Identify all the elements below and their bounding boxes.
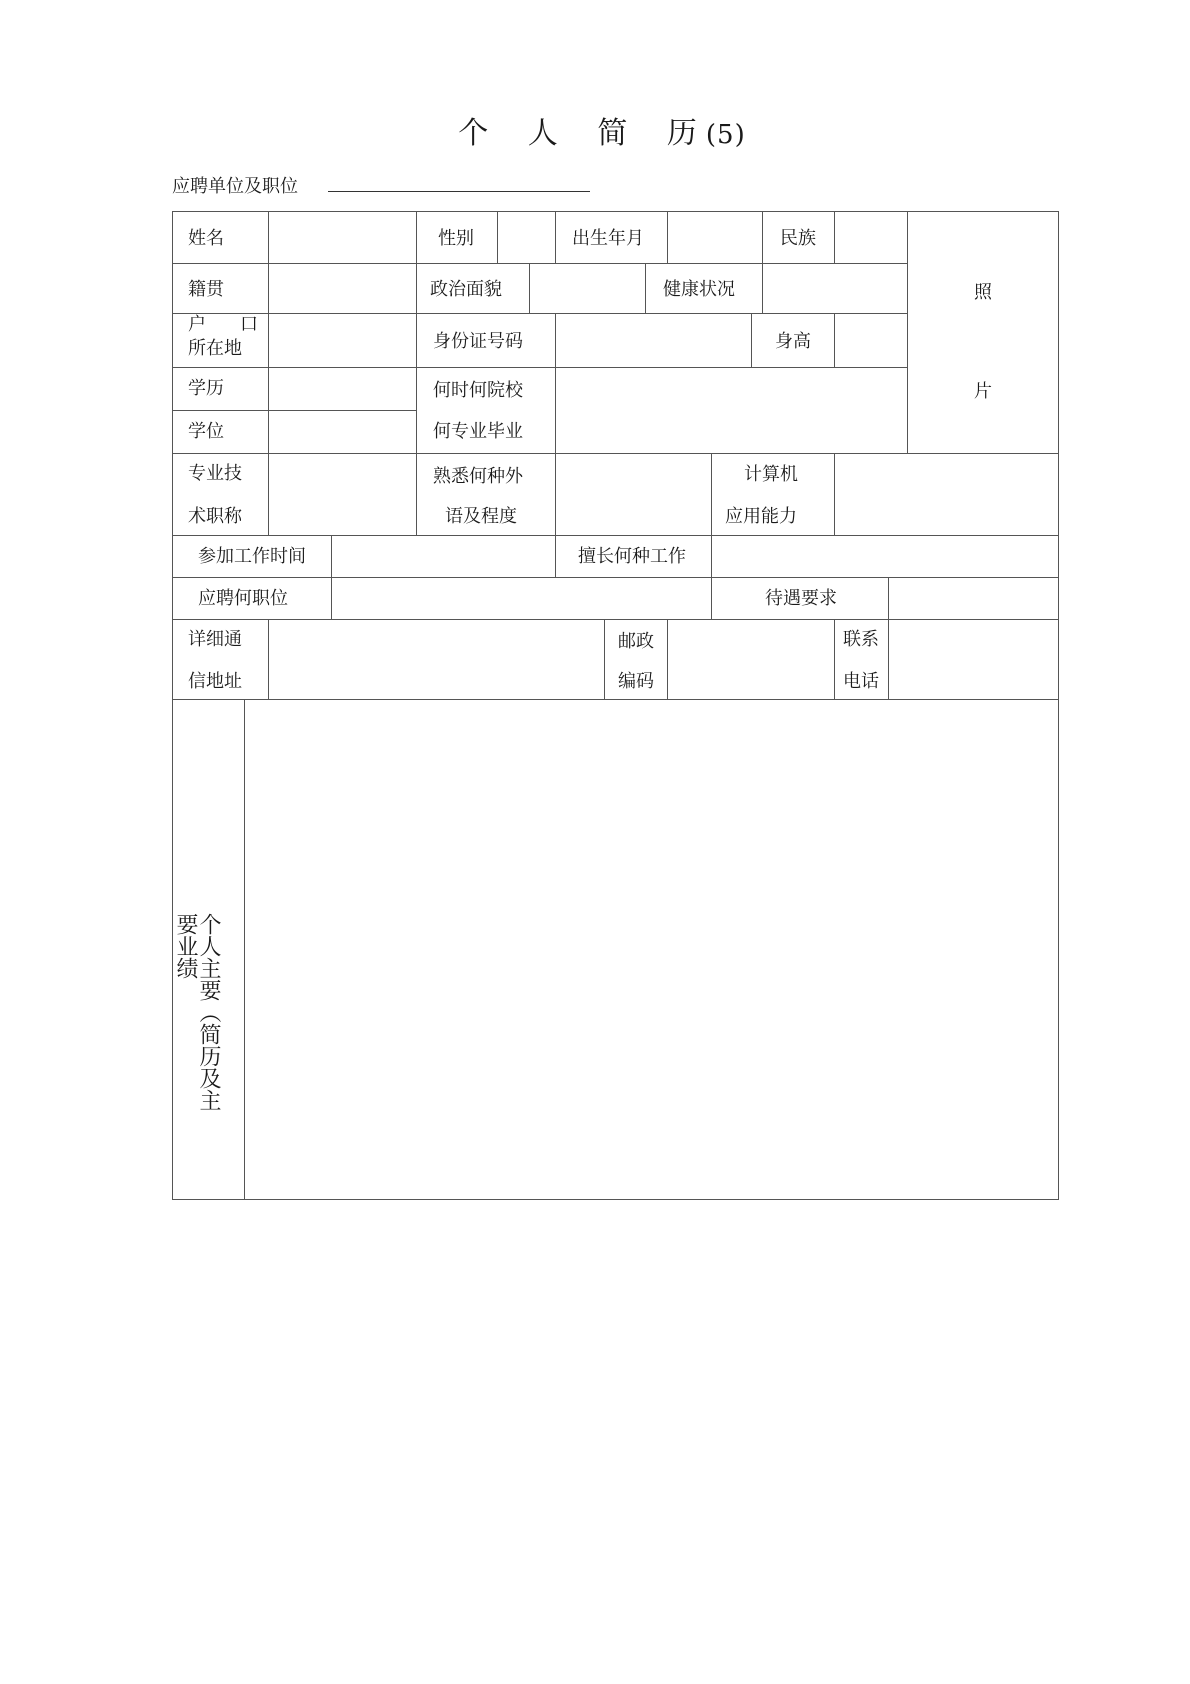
- table-rule: [416, 211, 417, 263]
- table-rule: [555, 535, 556, 577]
- apply-position-label: 应聘单位及职位: [172, 176, 298, 197]
- table-rule: [711, 535, 712, 577]
- table-rule: [762, 263, 763, 313]
- label-resume-col-1: 个人主要︵简历及主: [196, 913, 221, 1111]
- table-rule: [834, 619, 835, 699]
- title-char: 人: [527, 116, 559, 151]
- label-degree: 学位: [188, 421, 224, 442]
- table-rule: [711, 453, 712, 535]
- table-rule: [888, 619, 889, 699]
- label-birth: 出生年月: [572, 228, 644, 249]
- table-rule: [268, 211, 269, 263]
- table-rule: [268, 619, 269, 699]
- label-postal-1: 邮政: [618, 631, 654, 652]
- table-rule: [555, 211, 556, 263]
- table-rule: [268, 263, 269, 313]
- label-position: 应聘何职位: [198, 588, 288, 609]
- apply-position-field[interactable]: [328, 191, 590, 192]
- table-rule: [416, 313, 417, 367]
- label-graduation-2: 何专业毕业: [433, 421, 523, 442]
- table-rule: [172, 211, 173, 1200]
- table-rule: [172, 367, 908, 368]
- table-rule: [555, 453, 556, 535]
- table-rule: [268, 367, 269, 453]
- label-resume-col-2: 要业绩: [173, 913, 198, 979]
- table-rule: [172, 211, 1059, 212]
- label-name: 姓名: [188, 228, 224, 249]
- table-rule: [907, 211, 908, 454]
- table-rule: [244, 699, 245, 1199]
- label-address-1: 详细通: [188, 629, 242, 650]
- table-rule: [172, 699, 1059, 700]
- label-health: 健康状况: [663, 279, 735, 300]
- label-political: 政治面貌: [430, 279, 502, 300]
- label-hukou-1b: 口: [240, 314, 258, 335]
- label-language-2: 语及程度: [445, 506, 517, 527]
- label-computer-1: 计算机: [744, 464, 798, 485]
- table-rule: [268, 453, 269, 535]
- table-rule: [667, 211, 668, 263]
- label-title-1: 专业技: [188, 463, 242, 484]
- table-rule: [331, 577, 332, 619]
- label-salary: 待遇要求: [765, 588, 837, 609]
- table-rule: [172, 535, 1059, 536]
- table-rule: [172, 577, 1059, 578]
- label-height: 身高: [775, 331, 811, 352]
- table-rule: [711, 577, 712, 619]
- label-id-number: 身份证号码: [433, 331, 523, 352]
- title-char: 简: [597, 116, 629, 151]
- label-language-1: 熟悉何种外: [433, 466, 523, 487]
- table-rule: [888, 577, 889, 619]
- label-computer-2: 应用能力: [725, 506, 797, 527]
- label-hukou-1a: 户: [188, 314, 206, 335]
- label-hukou-2: 所在地: [188, 338, 242, 359]
- table-rule: [497, 211, 498, 263]
- label-ethnicity: 民族: [780, 228, 816, 249]
- table-rule: [834, 453, 835, 535]
- table-rule: [331, 535, 332, 577]
- table-rule: [172, 1199, 1059, 1200]
- table-rule: [529, 263, 530, 313]
- label-native-place: 籍贯: [188, 279, 224, 300]
- table-rule: [172, 619, 1059, 620]
- table-rule: [416, 453, 417, 535]
- label-phone-2: 电话: [843, 671, 879, 692]
- table-rule: [172, 263, 908, 264]
- label-graduation-1: 何时何院校: [433, 380, 523, 401]
- table-rule: [604, 619, 605, 699]
- table-rule: [416, 263, 417, 313]
- table-rule: [555, 313, 556, 367]
- label-phone-1: 联系: [843, 629, 879, 650]
- table-rule: [172, 453, 1059, 454]
- table-rule: [268, 313, 269, 367]
- table-rule: [762, 211, 763, 263]
- table-rule: [172, 410, 416, 411]
- title-char: 历: [666, 116, 698, 151]
- table-rule: [555, 367, 556, 453]
- label-photo-1: 照: [974, 282, 992, 303]
- table-rule: [834, 211, 835, 263]
- label-title-2: 术职称: [188, 506, 242, 527]
- label-address-2: 信地址: [188, 671, 242, 692]
- table-rule: [667, 619, 668, 699]
- title-char: 个: [458, 116, 490, 151]
- table-rule: [751, 313, 752, 367]
- title-number: (5): [705, 120, 746, 150]
- label-photo-2: 片: [974, 381, 992, 402]
- table-rule: [834, 313, 835, 367]
- table-rule: [1058, 211, 1059, 1200]
- table-rule: [645, 263, 646, 313]
- page-title: [0, 108, 1190, 152]
- table-rule: [416, 367, 417, 453]
- label-gender: 性别: [438, 228, 474, 249]
- table-rule: [172, 313, 908, 314]
- label-specialty: 擅长何种工作: [578, 546, 686, 567]
- label-education: 学历: [188, 378, 224, 399]
- label-postal-2: 编码: [618, 671, 654, 692]
- label-work-start: 参加工作时间: [198, 546, 306, 567]
